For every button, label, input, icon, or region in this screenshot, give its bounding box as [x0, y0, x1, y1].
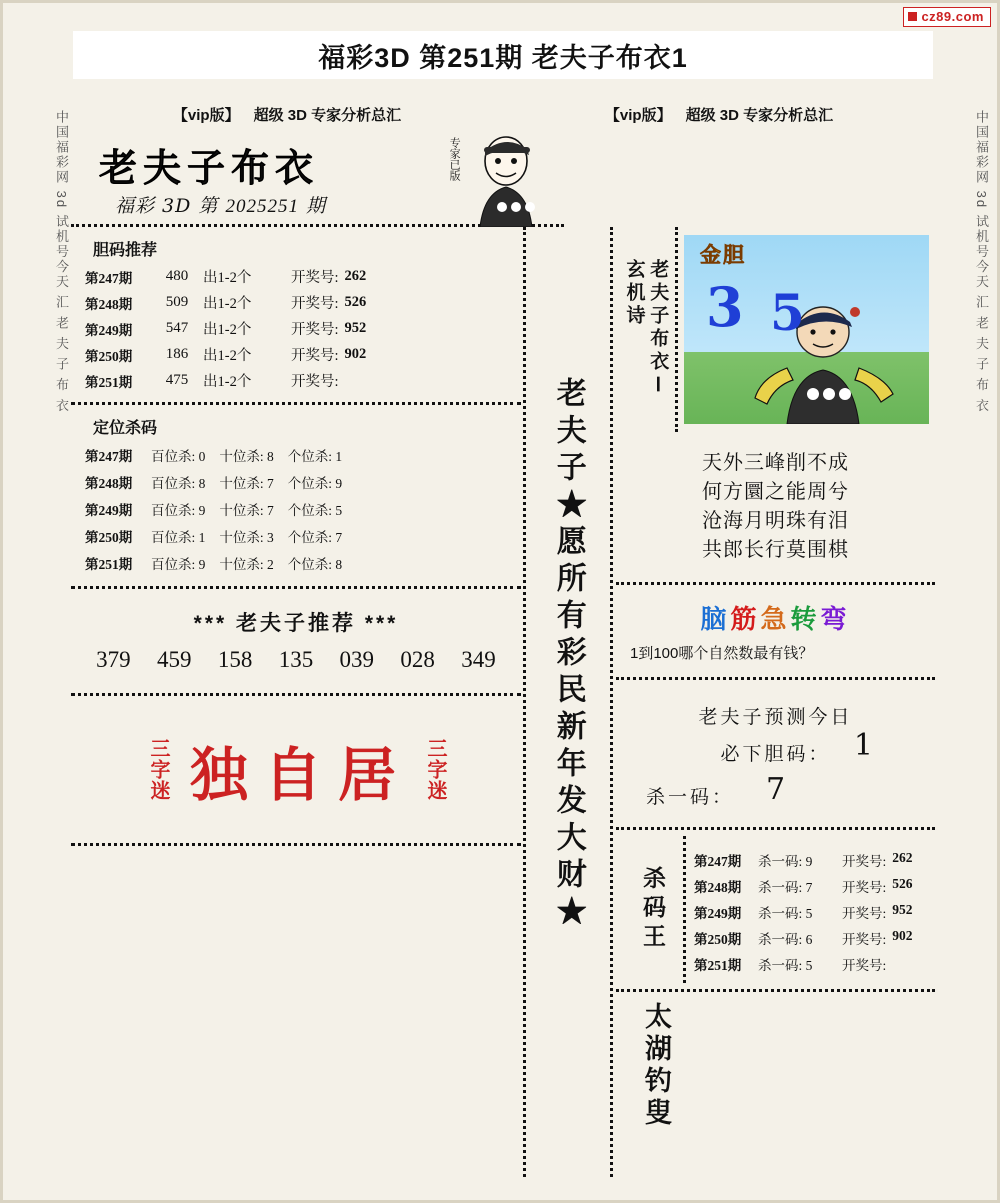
dan-issue: 第249期	[85, 322, 133, 338]
recommend-panel	[71, 586, 521, 693]
kill-bai	[151, 472, 205, 492]
recommend-number: 135	[278, 647, 314, 672]
shama-kj-value: 526	[892, 876, 913, 891]
kill-bai-value: 8	[198, 476, 206, 491]
kill-shi-value: 7	[267, 476, 274, 491]
shama-kill	[758, 954, 842, 974]
poem-line: 何方圜之能周兮	[702, 479, 849, 503]
kill-issue: 第248期	[85, 476, 133, 491]
right-column	[616, 227, 935, 1177]
vip-banner-left	[71, 99, 503, 129]
vip-text-right: 超级 3D 专家分析总汇	[685, 106, 834, 124]
taihu-text: 太湖钓叟	[640, 1002, 671, 1130]
dan-kj-value: 262	[344, 268, 367, 284]
kill-shi-value: 3	[267, 530, 274, 545]
shama-kill-value: 7	[805, 880, 813, 895]
kill-ge	[288, 526, 342, 546]
shama-kj-label: 开奖号:	[842, 932, 887, 947]
dan-code: 480	[165, 268, 189, 284]
kill-ge-label: 个位杀:	[287, 503, 333, 518]
recommend-number: 039	[339, 647, 375, 672]
poem-line: 沧海月明珠有泪	[702, 508, 849, 532]
shama-kill	[758, 850, 842, 870]
kill-ge-label: 个位杀:	[287, 449, 333, 464]
shama-panel	[616, 827, 935, 989]
kill-ge-value: 1	[335, 449, 343, 464]
vip-tag-left: 【vip版】	[172, 106, 240, 124]
naojin-char: 转	[790, 604, 821, 634]
recommend-number: 379	[96, 647, 131, 672]
poem-panel	[616, 432, 935, 582]
shama-kill	[758, 902, 842, 922]
shama-kill	[758, 876, 842, 896]
shama-issue: 第247期	[694, 854, 742, 869]
shama-kj-value: 952	[892, 902, 913, 917]
masthead-sub-suffix: 期	[306, 195, 327, 217]
kill-shi	[219, 499, 273, 519]
kill-ge-value: 8	[335, 557, 343, 572]
kill-shi-value: 7	[267, 503, 274, 518]
xuanji-label-text	[622, 259, 670, 400]
kill-issue: 第250期	[85, 530, 133, 545]
dan-issue: 第248期	[85, 296, 133, 312]
dan-kj-value: 952	[344, 320, 367, 336]
sanzi-word: 独自居	[189, 740, 412, 809]
poem-text	[624, 438, 927, 576]
recommend-number: 459	[157, 647, 192, 672]
kill-ge-value: 9	[335, 476, 343, 491]
kill-panel	[71, 402, 521, 586]
kill-ge-label: 个位杀:	[287, 530, 333, 545]
recommend-heading: *** 老夫子推荐 ***	[193, 612, 399, 635]
masthead-subtitle	[115, 191, 326, 218]
masthead	[71, 129, 564, 227]
shama-label	[624, 836, 686, 983]
dan-code: 509	[165, 294, 189, 310]
mascot-character-icon	[444, 131, 554, 227]
kill-shi-value: 8	[267, 449, 274, 464]
table-row	[85, 318, 513, 339]
watermark-text: cz89.com	[921, 9, 984, 24]
sanzi-tag-right: 三字迷	[424, 738, 446, 801]
dan-kj-label: 开奖号:	[291, 322, 339, 338]
shama-issue: 第250期	[694, 932, 742, 947]
shama-issue: 第248期	[694, 880, 742, 895]
shama-issue: 第249期	[694, 906, 742, 921]
forecast-line3: 杀一码：	[646, 786, 735, 808]
dan-panel-title: 胆码推荐	[93, 242, 158, 259]
dan-note: 出1-2个	[203, 374, 252, 390]
table-row	[85, 445, 513, 465]
mascot-illustration	[444, 131, 554, 227]
watermark-square-icon	[908, 12, 917, 21]
shama-kill-label: 杀一码:	[758, 880, 803, 895]
naojin-riddle: 1到100哪个自然数最有钱？	[630, 645, 814, 662]
kill-shi-label: 十位杀:	[219, 503, 264, 518]
dan-note: 出1-2个	[203, 322, 252, 338]
kill-shi-label: 十位杀:	[219, 449, 264, 464]
dan-issue: 第250期	[85, 348, 133, 364]
jindan-label: 金胆	[700, 244, 746, 267]
shama-label-text: 杀码王	[640, 866, 666, 953]
table-row	[85, 344, 513, 365]
recommend-number: 028	[400, 647, 435, 672]
dan-kj-label: 开奖号:	[291, 296, 339, 312]
naojin-char: 急	[760, 604, 791, 634]
kill-issue: 第251期	[85, 557, 133, 572]
kill-shi-label: 十位杀:	[219, 530, 264, 545]
poem-line: 共郎长行莫围棋	[702, 537, 849, 561]
dan-kj-label: 开奖号:	[291, 348, 339, 364]
kill-shi	[219, 472, 273, 492]
kill-bai-value: 1	[198, 530, 206, 545]
center-slogan-column	[523, 227, 613, 1177]
kill-ge	[288, 472, 342, 492]
dan-code: 547	[165, 320, 189, 336]
jindan-number-left: 3	[706, 275, 744, 339]
table-row	[85, 292, 513, 313]
page-title: 福彩3D 第251期 老夫子布衣1	[318, 42, 688, 73]
shama-kj-label: 开奖号:	[842, 958, 887, 973]
kill-bai	[151, 553, 205, 573]
poem-line: 天外三峰削不成	[702, 450, 849, 474]
masthead-issue: 2025251	[225, 196, 299, 217]
forecast-line2: 必下胆码：	[720, 743, 831, 765]
table-row	[85, 499, 513, 519]
shama-kill	[758, 928, 842, 948]
xuanji-panel	[616, 227, 935, 432]
kill-issue: 第249期	[85, 503, 133, 518]
dan-kj-label: 开奖号:	[291, 374, 339, 390]
kill-bai	[151, 526, 205, 546]
table-row	[85, 472, 513, 492]
kill-bai	[151, 499, 205, 519]
left-column	[71, 227, 521, 1177]
vip-banner-right	[503, 99, 935, 129]
table-row	[694, 850, 923, 870]
naojin-panel	[616, 582, 935, 677]
kill-bai-label: 百位杀:	[151, 449, 196, 464]
kill-bai-value: 0	[198, 449, 206, 464]
kill-bai-label: 百位杀:	[151, 503, 196, 518]
shama-kj-label: 开奖号:	[842, 854, 887, 869]
taihu-panel	[616, 989, 935, 1159]
table-row	[85, 266, 513, 287]
left-strip-text: 中国福彩网 3d 试机号今天 汇 老 夫 子 布 衣	[54, 110, 69, 414]
table-row	[694, 928, 923, 948]
shama-kill-value: 9	[805, 854, 813, 869]
kill-ge	[288, 553, 342, 573]
jindan-number-right: 5	[770, 283, 805, 342]
table-row	[694, 954, 923, 974]
xuanji-label	[616, 227, 678, 432]
kill-ge	[288, 445, 342, 465]
shama-kj-value: 262	[892, 850, 913, 865]
kill-shi-value: 2	[267, 557, 274, 572]
masthead-sub-prefix: 福彩 3D 第	[115, 195, 219, 217]
shama-kj-label: 开奖号:	[842, 880, 887, 895]
left-decorative-strip	[9, 98, 71, 1178]
right-decorative-strip	[929, 98, 991, 1178]
masthead-title: 老夫子布衣	[99, 145, 320, 190]
site-watermark	[903, 7, 991, 27]
forecast-line1: 老夫子预测今日	[698, 706, 853, 728]
dan-panel	[71, 227, 521, 402]
naojin-char: 筋	[730, 604, 761, 634]
xuanji-label-line2: 玄机诗	[623, 259, 645, 328]
forecast-value2: 7	[766, 772, 786, 807]
dan-kj-label: 开奖号:	[291, 270, 339, 286]
page-title-bar	[73, 31, 933, 79]
content-frame	[71, 99, 935, 1177]
dan-note: 出1-2个	[203, 270, 252, 286]
kill-ge-label: 个位杀:	[287, 557, 333, 572]
kill-bai-label: 百位杀:	[151, 476, 196, 491]
shama-kill-label: 杀一码:	[758, 854, 803, 869]
kill-ge	[288, 499, 342, 519]
dan-issue: 第247期	[85, 270, 133, 286]
shama-kill-value: 5	[805, 958, 813, 973]
shama-kill-label: 杀一码:	[758, 906, 803, 921]
kill-ge-label: 个位杀:	[287, 476, 333, 491]
kill-bai-label: 百位杀:	[151, 557, 196, 572]
table-row	[85, 553, 513, 573]
shama-kill-label: 杀一码:	[758, 932, 803, 947]
kill-shi-label: 十位杀:	[219, 557, 264, 572]
sanzi-tag-left: 三字迷	[146, 738, 169, 801]
kill-shi-label: 十位杀:	[219, 476, 264, 491]
xuanji-label-line1: 老夫子布衣Ⅰ	[647, 259, 669, 400]
dan-note: 出1-2个	[203, 348, 252, 364]
main-grid	[71, 227, 935, 1177]
shama-kill-value: 6	[805, 932, 813, 947]
forecast-panel	[616, 677, 935, 827]
table-row	[85, 370, 513, 391]
forecast-value1: 1	[853, 728, 873, 763]
kill-shi	[219, 526, 273, 546]
kill-shi	[219, 553, 273, 573]
dan-kj-value: 526	[344, 294, 367, 310]
dan-issue: 第251期	[85, 374, 133, 390]
blank-panel	[71, 843, 521, 1173]
naojin-title	[624, 599, 927, 636]
mascot-label: 专家已版	[448, 137, 461, 181]
table-row	[85, 526, 513, 546]
dan-kj-value: 902	[344, 346, 367, 362]
shama-kj-value: 902	[892, 928, 913, 943]
table-row	[694, 902, 923, 922]
naojin-char: 弯	[820, 604, 851, 634]
kill-panel-title: 定位杀码	[93, 420, 158, 437]
cartoon-illustration	[684, 235, 929, 424]
table-row	[694, 876, 923, 896]
dan-code: 475	[165, 372, 189, 388]
vip-tag-right: 【vip版】	[604, 106, 672, 124]
shama-rows	[686, 836, 927, 983]
kill-bai-value: 9	[198, 557, 206, 572]
recommend-number: 349	[461, 647, 496, 672]
kill-bai-label: 百位杀:	[151, 530, 196, 545]
vip-banner-row	[71, 99, 935, 129]
slogan-wrap	[526, 227, 610, 1177]
right-strip-text: 中国福彩网 3d 试机号今天 汇 老 夫 子 布 衣	[974, 110, 989, 414]
kill-ge-value: 7	[335, 530, 343, 545]
recommend-numbers	[83, 647, 509, 673]
kill-bai	[151, 445, 205, 465]
kill-ge-value: 5	[335, 503, 343, 518]
shama-issue: 第251期	[694, 958, 742, 973]
kill-shi	[219, 445, 273, 465]
shama-kill-label: 杀一码:	[758, 958, 803, 973]
recommend-number: 158	[217, 647, 253, 672]
vip-text-left: 超级 3D 专家分析总汇	[253, 106, 402, 124]
kill-bai-value: 9	[198, 503, 206, 518]
slogan-text: 老夫子★愿所有彩民新年发大财★	[550, 377, 586, 932]
shama-kill-value: 5	[805, 906, 813, 921]
dan-code: 186	[165, 346, 189, 362]
naojin-char: 脑	[700, 604, 731, 634]
shama-kj-label: 开奖号:	[842, 906, 887, 921]
kill-issue: 第247期	[85, 449, 133, 464]
sanzi-riddle-panel	[71, 693, 521, 843]
dan-note: 出1-2个	[203, 296, 252, 312]
